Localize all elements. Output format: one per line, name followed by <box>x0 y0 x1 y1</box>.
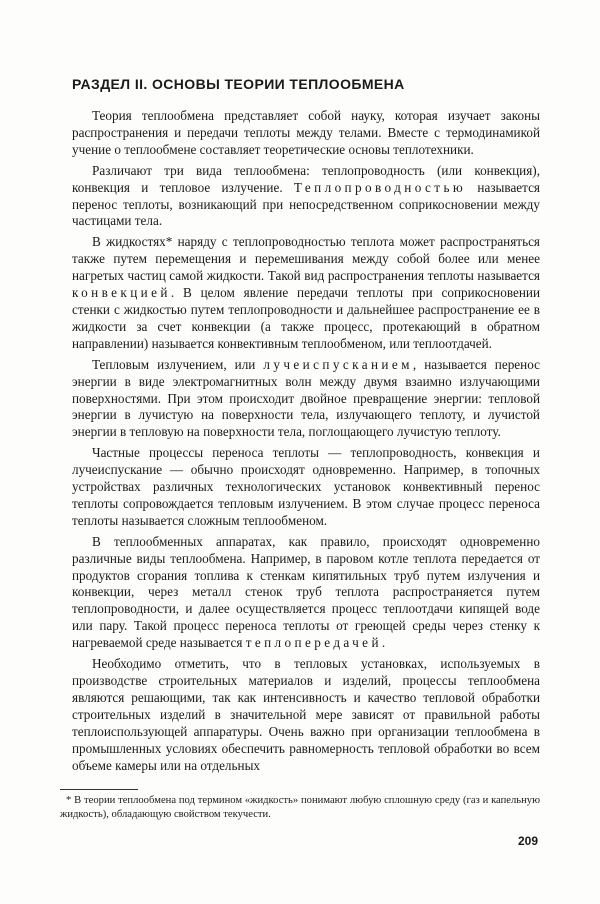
paragraph-6-text-b: . <box>381 635 386 651</box>
paragraph-4 <box>72 357 540 442</box>
paragraph-2-text-b: называется перенос теплоты, возникающий при непосредственном соприкосновении между частицами тела. <box>72 179 540 229</box>
paragraph-3-text-a: В жидкостях* наряду с теплопроводностью теплота может распространяться также путем перемещения и перемешивания между собой более или менее нагретых частиц самой жидкости. Такой вид распространения теплоты называется <box>72 234 540 284</box>
term-radiation: лучеиспусканием <box>263 356 413 372</box>
paragraph-5: Частные процессы переноса теплоты — теплопроводность, конвекция и лучеиспускание — обычно происходят одновременно. Например, в топочных устройствах различных технологических установок конвективный перенос теплоты сопровождается тепловым излучением. В этом случае процесс переноса теплоты называется сложным теплообменом. <box>72 445 540 528</box>
section-heading: РАЗДЕЛ II. ОСНОВЫ ТЕОРИИ ТЕПЛООБМЕНА <box>72 76 405 92</box>
paragraph-6 <box>72 534 540 652</box>
paragraph-6-text-a: В теплообменных аппаратах, как правило, происходят одновременно различные виды теплообмена. Например, в паровом котле теплота передается от продуктов сгорания топлива к стенкам кипятильных труб путем излучения и конвекции, через металл стенок труб теплота распространяется путем теплопроводности, и далее осуществляется процесс теплоотдачи кипящей воде или пару. Такой процесс переноса теплоты от греющей среды через стенку к нагреваемой среде называется <box>72 533 540 651</box>
paragraph-3 <box>72 234 540 352</box>
term-heat-transfer: теплопередачей <box>245 635 382 651</box>
paragraph-4-text-a: Тепловым излучением, или <box>92 356 264 372</box>
term-heat-conduction: Теплопроводностью <box>293 179 467 195</box>
paragraph-7: Необходимо отметить, что в тепловых установках, используемых в производстве строительных материалов и изделий, процессы теплообмена являются решающими, так как интенсивность и качество тепловой обработки строительных изделий в значительной мере зависят от правильной работы теплоиспользующей аппаратуры. Очень важно при организации теплообмена в промышленных условиях обеспечить равномерность тепловой обработки во всем объеме камеры или на отдельных <box>72 656 540 773</box>
paragraph-2 <box>72 163 540 231</box>
footnote-divider <box>60 789 138 790</box>
paragraph-1: Теория теплообмена представляет собой науку, которая изучает законы распространения и передачи теплоты между телами. Вместе с термодинамикой учение о теплообмене составляет теоретические основы теплотехники. <box>72 108 540 157</box>
paragraph-3-text-b: . В целом явление передачи теплоты при соприкосновении стенки с жидкостью путем теплопроводности и дальнейшее распространение ее в жидкости за счет конвекции (а также процесс, протекающий в обратном направлении) называется конвективным теплообменом, или теплоотдачей. <box>72 285 540 351</box>
page-number: 209 <box>517 834 538 848</box>
page-body <box>72 76 540 778</box>
paragraph-2-text-a: Различают три вида теплообмена: теплопроводность (или конвекция), конвекция и тепловое излучение. <box>72 162 540 195</box>
paragraph-4-text-b: , называется перенос энергии в виде электромагнитных волн между двумя взаимно излучающими поверхностями. При этом происходит двойное превращение энергии: тепловой энергии в лучистую на поверхности тела, излучающего теплоту, и лучистой энергии в тепловую на поверхности тела, поглощающего лучистую теплоту. <box>72 356 540 440</box>
footnote: * В теории теплообмена под термином «жидкость» понимают любую сплошную среду (газ и капельную жидкость), обладающую свойством текучести. <box>60 795 540 820</box>
term-convection: конвекцией <box>72 285 171 301</box>
